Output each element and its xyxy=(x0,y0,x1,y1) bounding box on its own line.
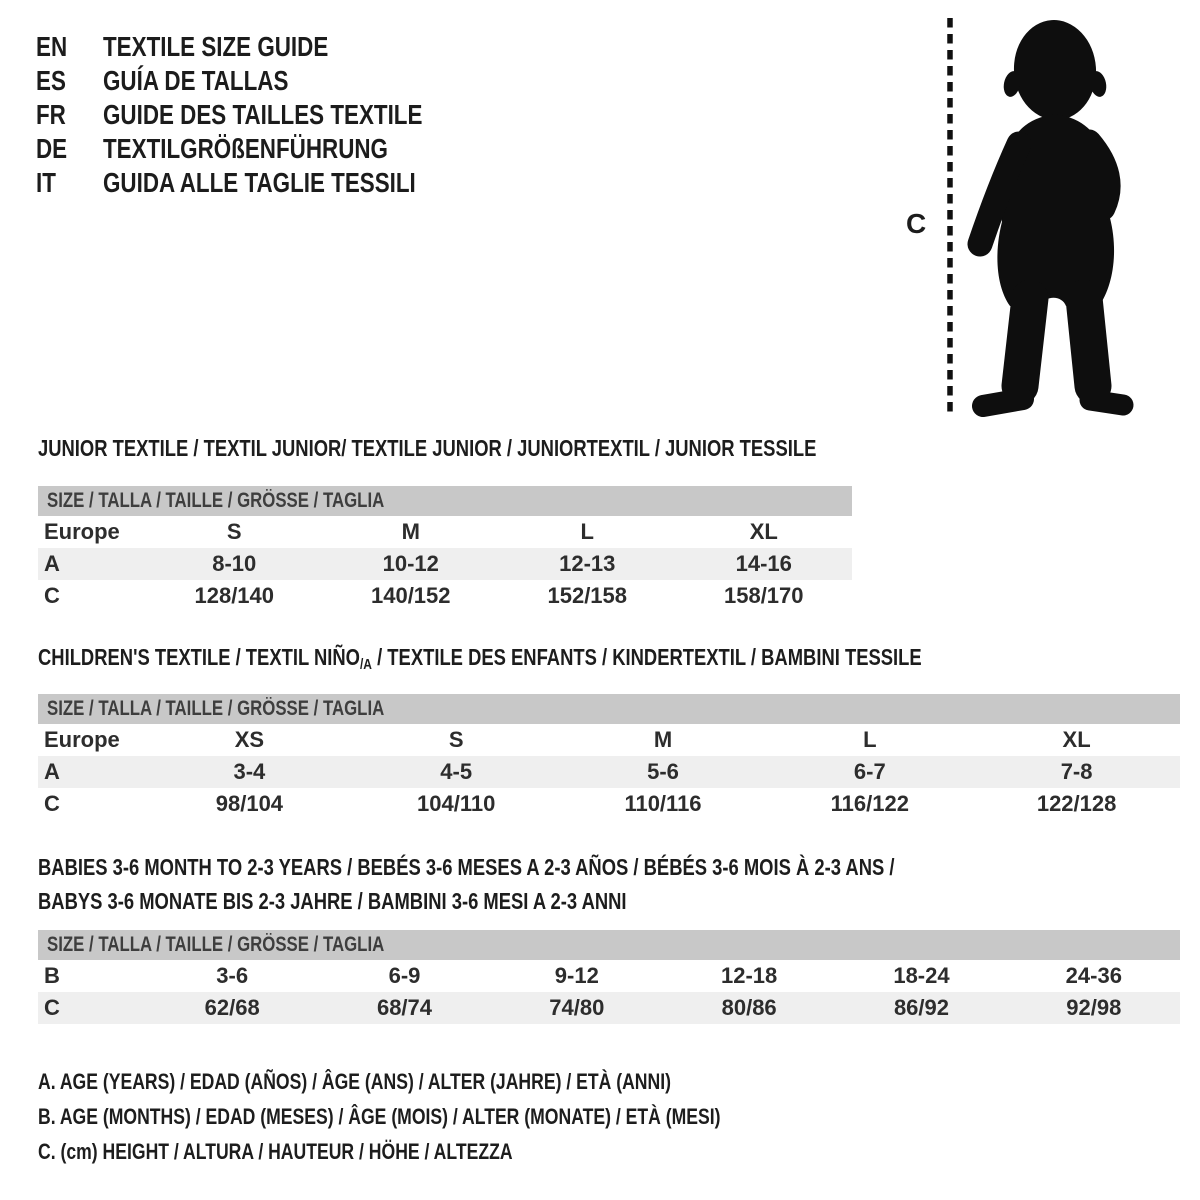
row-label: B xyxy=(44,963,60,988)
table-row xyxy=(38,788,1180,820)
legend-line-b: B. AGE (MONTHS) / EDAD (MESES) / ÂGE (MOIS) / ALTER (MONATE) / ETÀ (MESI) xyxy=(38,1104,721,1129)
children-section-title: CHILDREN'S TEXTILE / TEXTIL NIÑO/A / TEXTILE DES ENFANTS / KINDERTEXTIL / BAMBINI TESSILE xyxy=(38,644,922,673)
language-row-en xyxy=(36,30,502,64)
children-size-table xyxy=(38,724,1180,820)
size-cell: 12-13 xyxy=(559,551,616,576)
table-row xyxy=(38,548,852,580)
table-row xyxy=(38,992,1180,1024)
junior-size-table xyxy=(38,516,852,612)
size-cell: 9-12 xyxy=(554,963,599,988)
size-cell: M xyxy=(653,727,673,752)
table-row xyxy=(38,960,1180,992)
size-header-bar: SIZE / TALLA / TAILLE / GRÖSSE / TAGLIA xyxy=(38,930,1180,960)
size-cell: 128/140 xyxy=(194,583,275,608)
language-title-list xyxy=(36,30,502,200)
size-cell: M xyxy=(401,519,420,544)
size-cell: 158/170 xyxy=(723,583,804,608)
size-cell: 7-8 xyxy=(1060,759,1093,784)
size-cell: 86/92 xyxy=(893,995,949,1020)
size-cell: L xyxy=(580,519,594,544)
size-cell: 6-9 xyxy=(388,963,421,988)
size-cell: S xyxy=(226,519,242,544)
row-label: A xyxy=(44,551,60,576)
language-code: DE xyxy=(36,133,68,164)
language-row-fr xyxy=(36,98,502,132)
size-cell: 62/68 xyxy=(204,995,260,1020)
size-header-bar: SIZE / TALLA / TAILLE / GRÖSSE / TAGLIA xyxy=(38,694,1180,724)
size-cell: 104/110 xyxy=(417,791,496,816)
size-cell: 92/98 xyxy=(1066,995,1122,1020)
toddler-silhouette xyxy=(940,8,1160,432)
legend-line-c: C. (cm) HEIGHT / ALTURA / HAUTEUR / HÖHE / ALTEZZA xyxy=(38,1139,513,1164)
guide-title-de: TEXTILGRÖßENFÜHRUNG xyxy=(103,133,388,164)
junior-section-title: JUNIOR TEXTILE / TEXTIL JUNIOR/ TEXTILE JUNIOR / JUNIORTEXTIL / JUNIOR TESSILE xyxy=(38,435,817,461)
babies-section-title: BABIES 3-6 MONTH TO 2-3 YEARS / BEBÉS 3-6 MESES A 2-3 AÑOS / BÉBÉS 3-6 MOIS À 2-3 ANS / BABYS 3-6 MONATE BIS 2-3 JAHRE / BAMBINI 3-6 MESI A 2-3 ANNI xyxy=(38,854,895,914)
section-junior-textile xyxy=(38,434,852,612)
language-code: FR xyxy=(36,99,66,130)
size-cell: 140/152 xyxy=(370,583,451,608)
size-cell: 68/74 xyxy=(376,995,433,1020)
size-cell: 74/80 xyxy=(549,995,605,1020)
height-measure-label: C xyxy=(906,208,927,239)
language-row-de xyxy=(36,132,502,166)
size-cell: 3-4 xyxy=(233,759,266,784)
row-label: C xyxy=(44,583,60,608)
guide-title-en: TEXTILE SIZE GUIDE xyxy=(103,31,329,62)
size-cell: 110/116 xyxy=(624,791,702,816)
row-label: C xyxy=(44,995,60,1020)
size-cell: XL xyxy=(1062,727,1091,752)
row-label: A xyxy=(44,759,60,784)
title-subscript: /A xyxy=(359,656,372,673)
legend-line-a: A. AGE (YEARS) / EDAD (AÑOS) / ÂGE (ANS) / ALTER (JAHRE) / ETÀ (ANNI) xyxy=(38,1069,671,1094)
size-cell: 116/122 xyxy=(830,791,909,816)
size-cell: 4-5 xyxy=(440,759,473,784)
row-label: C xyxy=(44,791,60,816)
size-cell: 98/104 xyxy=(215,791,284,816)
section-babies-textile xyxy=(38,850,1180,1024)
size-cell: 12-18 xyxy=(721,963,778,988)
size-cell: L xyxy=(863,727,877,752)
size-cell: 18-24 xyxy=(893,963,950,988)
size-cell: XS xyxy=(234,727,265,752)
language-code: IT xyxy=(36,167,56,198)
size-cell: 10-12 xyxy=(382,551,439,576)
table-row xyxy=(38,756,1180,788)
babies-size-table xyxy=(38,960,1180,1024)
row-label: Europe xyxy=(44,727,120,752)
guide-title-es: GUÍA DE TALLAS xyxy=(103,65,289,96)
size-cell: S xyxy=(448,727,464,752)
size-cell: 6-7 xyxy=(853,759,886,784)
size-cell: 24-36 xyxy=(1065,963,1122,988)
table-row xyxy=(38,580,852,612)
section-children-textile xyxy=(38,643,1180,820)
table-row xyxy=(38,516,852,548)
size-cell: 14-16 xyxy=(735,551,792,576)
guide-title-fr: GUIDE DES TAILLES TEXTILE xyxy=(103,99,423,130)
table-row xyxy=(38,724,1180,756)
language-row-it xyxy=(36,166,502,200)
row-label: Europe xyxy=(44,519,120,544)
language-code: EN xyxy=(36,31,68,62)
size-cell: XL xyxy=(749,519,778,544)
size-header-bar: SIZE / TALLA / TAILLE / GRÖSSE / TAGLIA xyxy=(38,486,852,516)
size-cell: 80/86 xyxy=(721,995,777,1020)
size-cell: 152/158 xyxy=(547,583,628,608)
size-cell: 5-6 xyxy=(647,759,679,784)
measurement-legend xyxy=(38,1064,891,1169)
guide-title-it: GUIDA ALLE TAGLIE TESSILI xyxy=(103,167,416,198)
language-row-es xyxy=(36,64,502,98)
size-cell: 8-10 xyxy=(212,551,257,576)
language-code: ES xyxy=(36,65,66,96)
size-cell: 122/128 xyxy=(1036,791,1117,816)
size-cell: 3-6 xyxy=(216,963,249,988)
